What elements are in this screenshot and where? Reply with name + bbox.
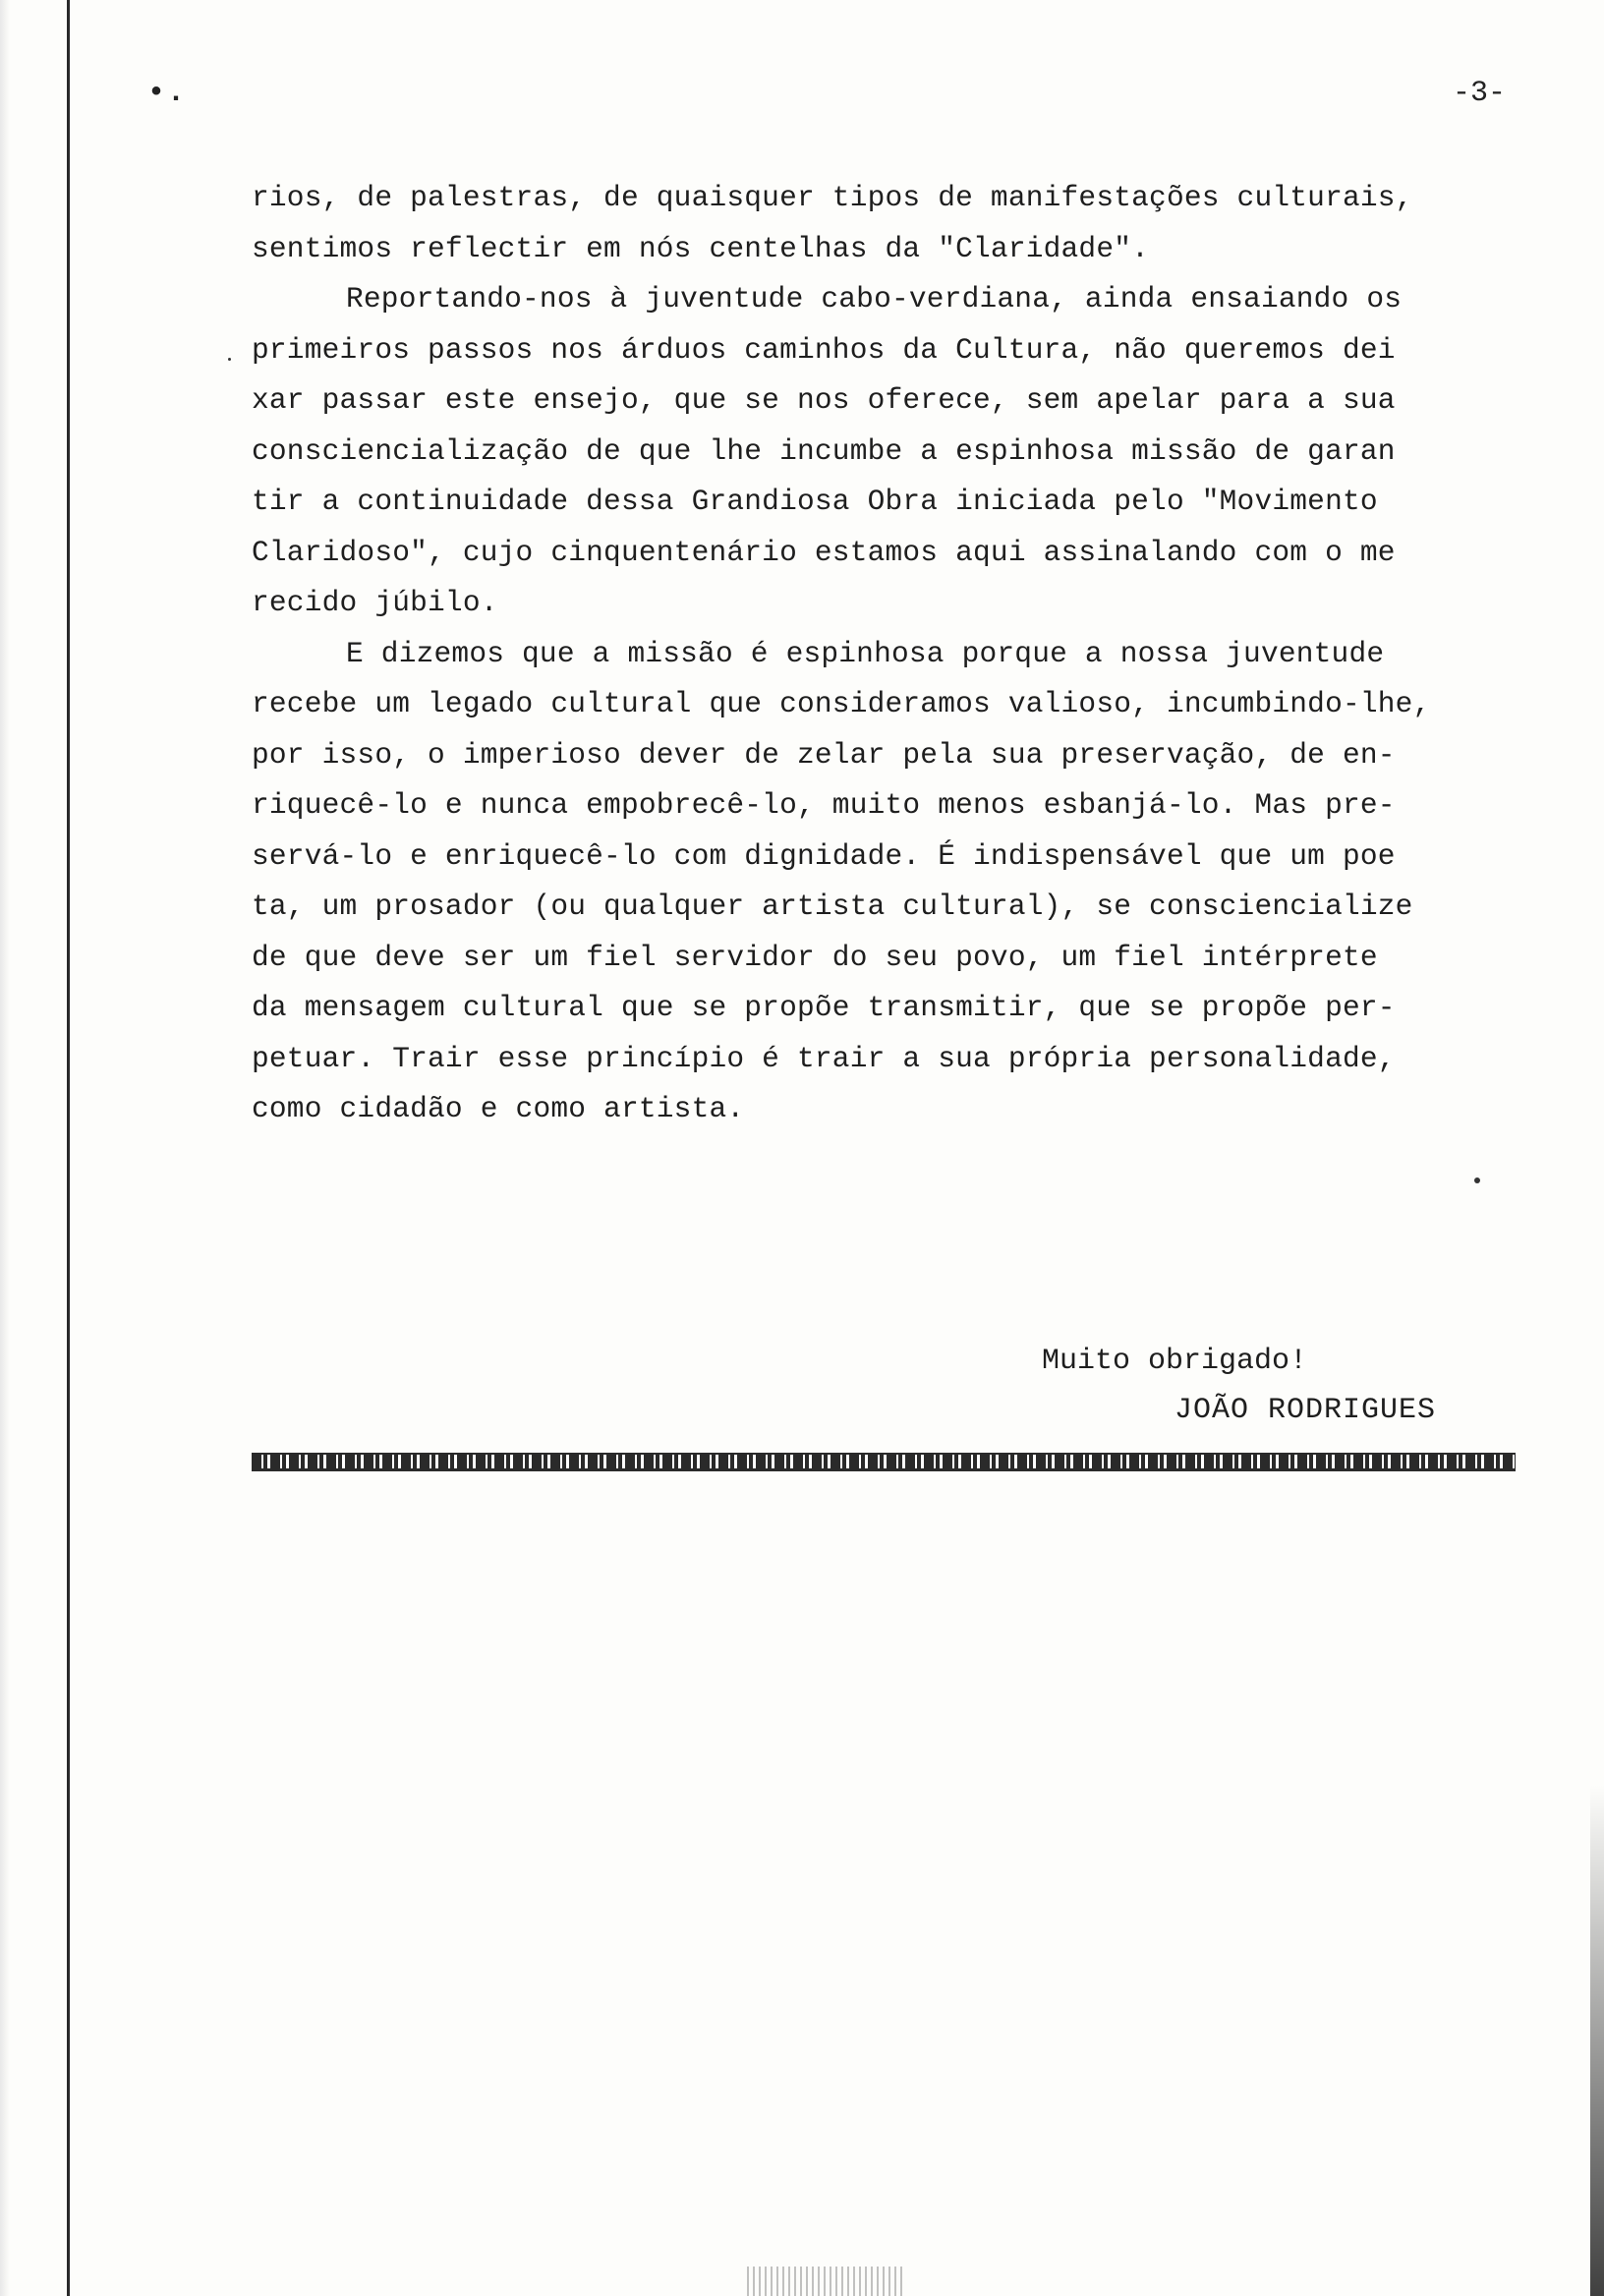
scan-shadow-left: [0, 0, 10, 2296]
text-line: primeiros passos nos árduos caminhos da Cultura, não queremos dei: [252, 332, 1396, 367]
text-line: de que deve ser um fiel servidor do seu povo, um fiel intérprete: [252, 940, 1378, 974]
text-line: servá-lo e enriquecê-lo com dignidade. É indispensável que um poe: [252, 838, 1396, 873]
text-line: por isso, o imperioso dever de zelar pela sua preservação, de en-: [252, 737, 1396, 772]
decorative-divider: [252, 1453, 1516, 1471]
corner-mark: •.: [147, 77, 188, 110]
scan-artifact: [747, 2267, 904, 2296]
text-line: E dizemos que a missão é espinhosa porque a nossa juventude: [346, 636, 1385, 670]
page-number: -3-: [1452, 77, 1506, 110]
scan-shadow-right: [1590, 1785, 1604, 2296]
text-line: ta, um prosador (ou qualquer artista cultural), se consciencialize: [252, 890, 1413, 923]
text-line: rios, de palestras, de quaisquer tipos de manifestações culturais,: [252, 181, 1413, 214]
body-text: [252, 173, 1559, 1135]
text-line: Claridoso", cujo cinquentenário estamos aqui assinalando com o me: [252, 535, 1396, 569]
binding-edge: [67, 0, 70, 2296]
text-line: recebe um legado cultural que consideramos valioso, incumbindo-lhe,: [252, 687, 1431, 720]
text-line: riquecê-lo e nunca empobrecê-lo, muito menos esbanjá-lo. Mas pre-: [252, 788, 1396, 822]
text-line: sentimos reflectir em nós centelhas da "Claridade".: [252, 231, 1150, 265]
text-line: recido júbilo.: [252, 586, 498, 619]
text-line: tir a continuidade dessa Grandiosa Obra iniciada pelo "Movimento: [252, 485, 1378, 518]
closing-block: [1042, 1337, 1436, 1435]
text-line: xar passar este ensejo, que se nos oferece, sem apelar para a sua: [252, 383, 1396, 417]
author-signature: JOÃO RODRIGUES: [1174, 1394, 1437, 1427]
scan-speck: [1474, 1177, 1480, 1183]
text-line: como cidadão e como artista.: [252, 1092, 745, 1125]
text-line: Reportando-nos à juventude cabo-verdiana, ainda ensaiando os: [346, 282, 1403, 316]
text-line: consciencialização de que lhe incumbe a espinhosa missão de garan: [252, 433, 1396, 468]
scan-speck: [228, 358, 231, 361]
text-line: da mensagem cultural que se propõe transmitir, que se propõe per-: [252, 991, 1396, 1024]
text-line: petuar. Trair esse princípio é trair a sua própria personalidade,: [252, 1041, 1396, 1075]
closing-greeting: Muito obrigado!: [1042, 1345, 1308, 1378]
